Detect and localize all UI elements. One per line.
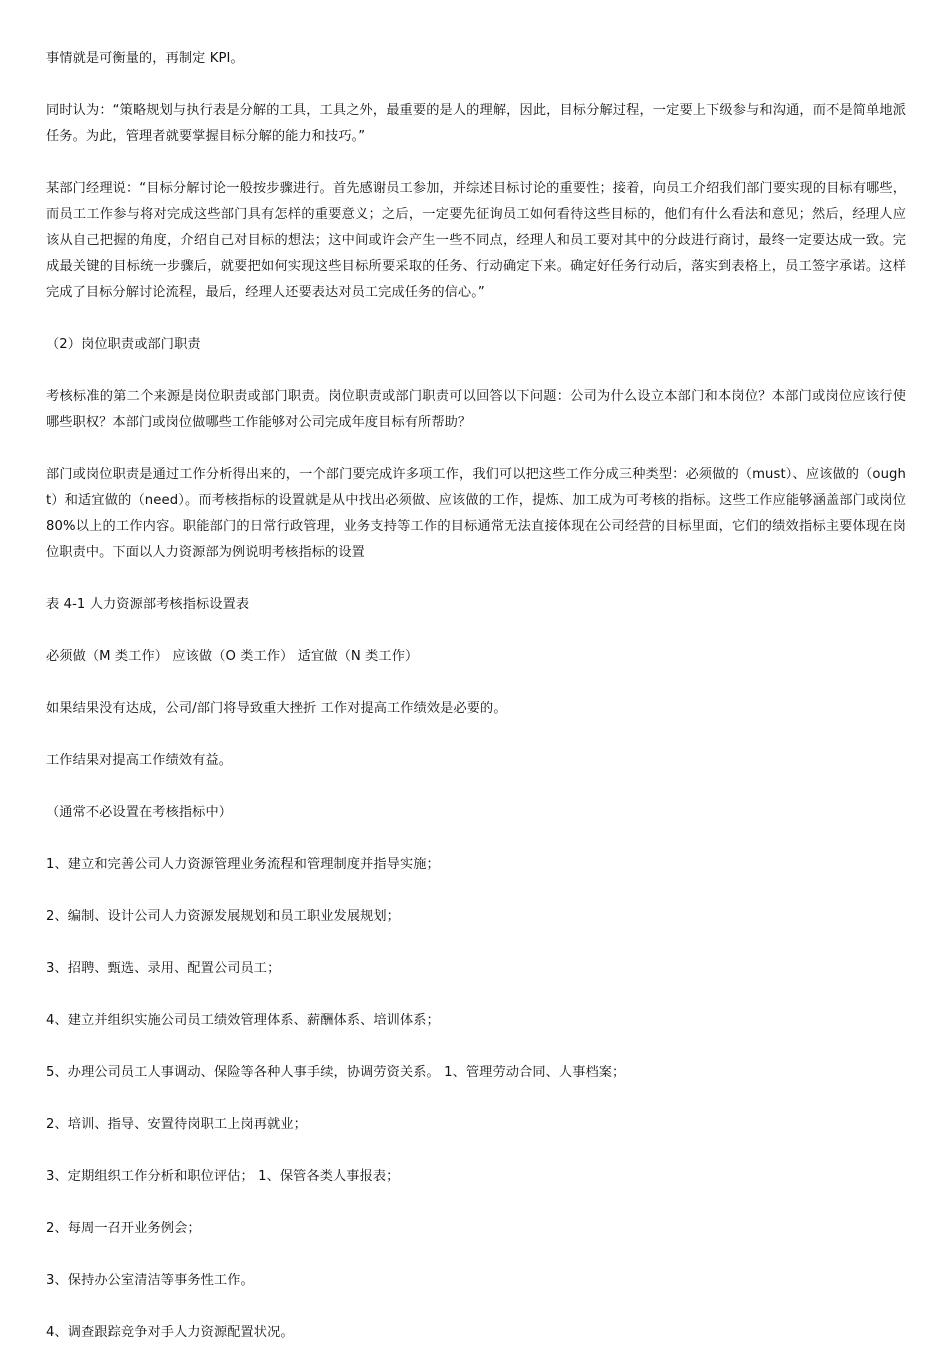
document-page: [46, 0, 906, 1346]
table-column-headers: 必须做（M 类工作） 应该做（O 类工作） 适宜做（N 类工作）: [46, 649, 419, 664]
section-heading-job-duties: （2）岗位职责或部门职责: [46, 337, 201, 352]
list-item: 2、培训、指导、安置待岗职工上岗再就业；: [46, 1117, 307, 1132]
table-note: （通常不必设置在考核指标中）: [46, 805, 233, 820]
list-item: 4、调查跟踪竞争对手人力资源配置状况。: [46, 1325, 294, 1340]
list-item: 2、每周一召开业务例会；: [46, 1221, 201, 1236]
paragraph-strategy-quote: 同时认为：“策略规划与执行表是分解的工具，工具之外，最重要的是人的理解，因此，目标分解过程，一定要上下级参与和沟通，而不是简单地派任务。为此，管理者就要掌握目标分解的能力和技巧。”: [46, 103, 906, 144]
list-item: 3、定期组织工作分析和职位评估； 1、保管各类人事报表；: [46, 1169, 400, 1184]
table-description-must-ought: 如果结果没有达成，公司/部门将导致重大挫折 工作对提高工作绩效是必要的。: [46, 701, 507, 716]
table-description-need: 工作结果对提高工作绩效有益。: [46, 753, 233, 768]
paragraph-manager-quote: 某部门经理说：“目标分解讨论一般按步骤进行。首先感谢员工参加，并综述目标讨论的重要性；接着，向员工介绍我们部门要实现的目标有哪些，而员工工作参与将对完成这些部门具有怎样的重要意义；之后，一定要先征询员工如何看待这些目标的，他们有什么看法和意见；然后，经理人应该从自己把握的角度，介绍自己对目标的想法；这中间或许会产生一些不同点，经理人和员工要对其中的分歧进行商讨，最终一定要达成一致。完成最关键的目标统一步骤后，就要把如何实现这些目标所要采取的任务、行动确定下来。确定好任务行动后，落实到表格上，员工签字承诺。这样完成了目标分解讨论流程，最后，经理人还要表达对员工完成任务的信心。”: [46, 181, 906, 300]
table-caption: 表 4-1 人力资源部考核指标设置表: [46, 597, 250, 612]
list-item: 1、建立和完善公司人力资源管理业务流程和管理制度并指导实施；: [46, 857, 440, 872]
paragraph-job-analysis: 部门或岗位职责是通过工作分析得出来的，一个部门要完成许多项工作，我们可以把这些工作分成三种类型：必须做的（must）、应该做的（ought）和适宜做的（need）。而考核指标的设置就是从中找出必须做、应该做的工作，提炼、加工成为可考核的指标。这些工作应能够涵盖部门或岗位 80%以上的工作内容。职能部门的日常行政管理，业务支持等工作的目标通常无法直接体现在公司经营的目标里面，它们的绩效指标主要体现在岗位职责中。下面以人力资源部为例说明考核指标的设置: [46, 467, 906, 560]
list-item: 4、建立并组织实施公司员工绩效管理体系、薪酬体系、培训体系；: [46, 1013, 440, 1028]
list-item: 3、招聘、甄选、录用、配置公司员工；: [46, 961, 281, 976]
list-item: 3、保持办公室清洁等事务性工作。: [46, 1273, 254, 1288]
list-item: 5、办理公司员工人事调动、保险等各种人事手续，协调劳资关系。 1、管理劳动合同、人事档案；: [46, 1065, 626, 1080]
paragraph-second-source: 考核标准的第二个来源是岗位职责或部门职责。岗位职责或部门职责可以回答以下问题：公司为什么设立本部门和本岗位？本部门或岗位应该行使哪些职权？本部门或岗位做哪些工作能够对公司完成年度目标有所帮助？: [46, 389, 906, 430]
list-item: 2、编制、设计公司人力资源发展规划和员工职业发展规划；: [46, 909, 400, 924]
paragraph-kpi-line: 事情就是可衡量的，再制定 KPI。: [46, 51, 244, 66]
